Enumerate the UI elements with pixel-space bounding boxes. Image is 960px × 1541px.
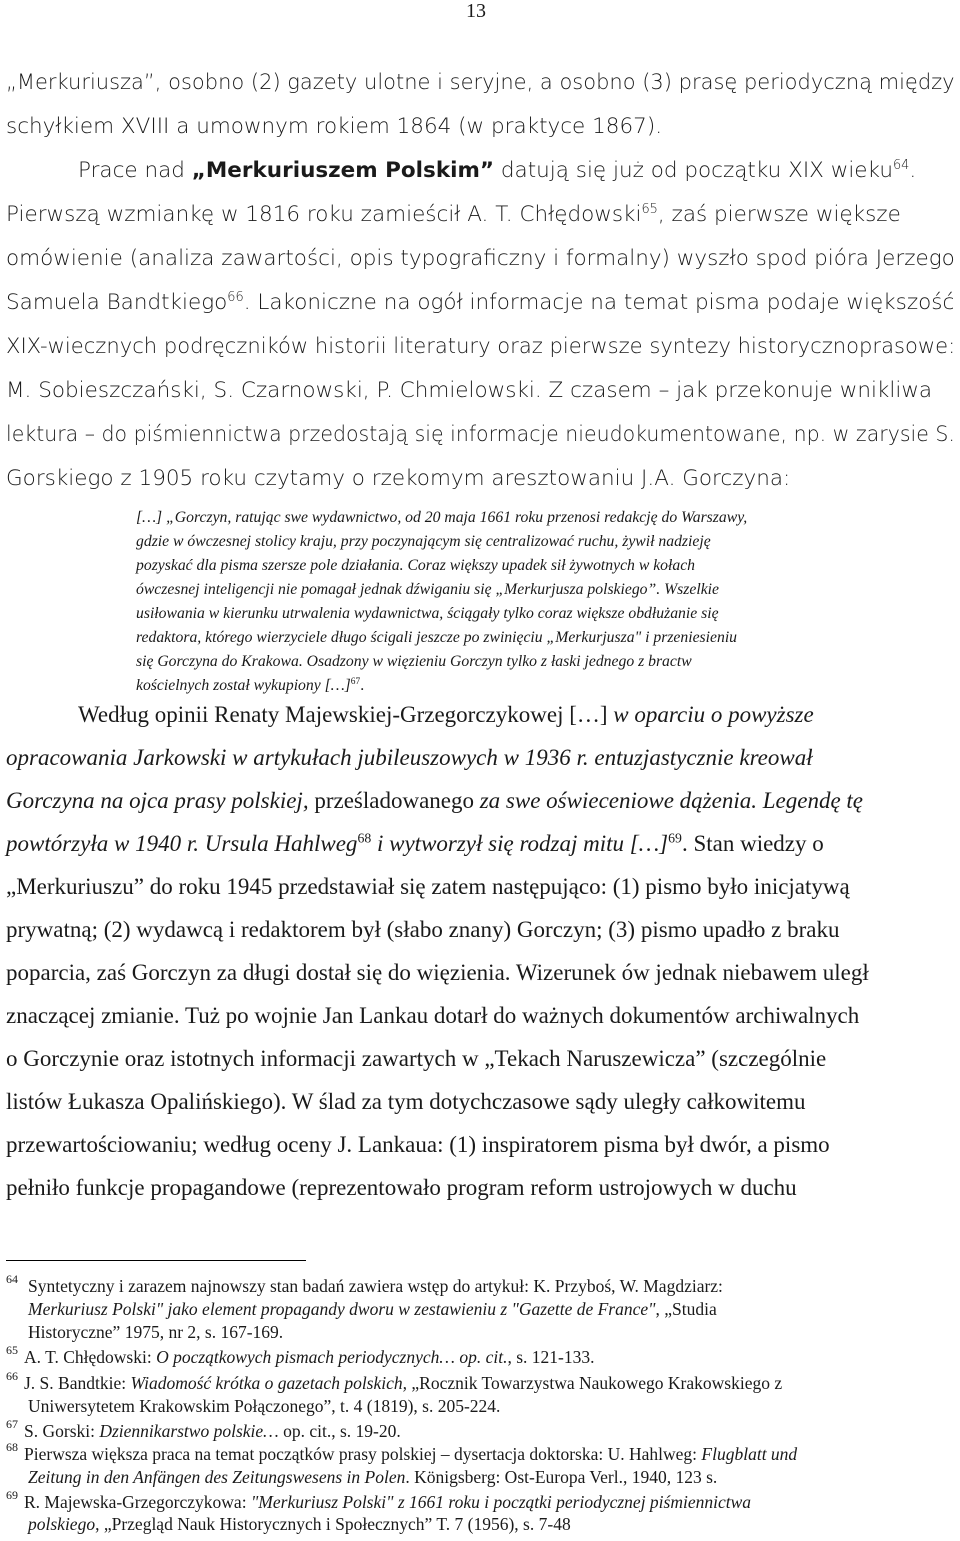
italic-text: O początkowych pismach periodycznych… op. cit.: [156, 1347, 508, 1367]
quote-line: [136, 678, 364, 694]
text: Samuela Bandtkiego: [6, 290, 228, 315]
text: M. Sobieszczański, S. Czarnowski, P. Chmielowski. Z czasem – jak przekonuje wnikliwa: [6, 378, 933, 403]
quote-line: pozyskać dla pisma szersze pole działania. Coraz większy upadek sił żywotnych w kołach: [136, 557, 696, 574]
text: „Merkuriusza”, osobno (2) gazety ulotne i seryjne, a osobno (3) prasę periodyczną między: [6, 70, 955, 95]
italic-text: Gorczyna na ojca prasy polskiej,: [6, 788, 315, 813]
text: Według opinii Renaty Majewskiej-Grzegorczykowej […]: [78, 702, 614, 727]
italic-text: opracowania Jarkowski w artykułach jubileuszowych w 1936 r. entuzjastycznie kreował: [6, 745, 813, 770]
quote-line: ówczesnej inteligencji nie pomagał jednak dźwiganiu się „Merkurjusza polskiego”. Wszelkie: [136, 581, 719, 598]
serif-line: „Merkuriuszu” do roku 1945 przedstawiał się zatem następująco: (1) pismo było inicjatywą: [6, 874, 850, 899]
text: . Lakoniczne na ogół informacje na temat pisma podaje większość: [243, 290, 955, 315]
body-line: [78, 157, 917, 183]
text: lektura – do piśmiennictwa przedostają się informacje nieudokumentowane, np. w zarysie S.: [6, 422, 955, 447]
body-line: [6, 72, 955, 94]
text: J. S. Bandtkie:: [24, 1373, 131, 1393]
italic-text: "Merkuriusz Polski" z 1661 roku i początki periodycznej piśmiennictwa: [250, 1492, 752, 1512]
serif-line: [6, 789, 863, 812]
text: R. Majewska-Grzegorczykowa:: [24, 1492, 251, 1512]
body-line: [6, 289, 955, 315]
italic-text: i wytworzył się rodzaj mitu […]: [371, 831, 669, 856]
body-line: [6, 201, 901, 227]
italic-text: Dziennikarstwo polskie…: [99, 1421, 279, 1441]
text: Gorskiego z 1905 roku czytamy o rzekomym aresztowaniu J.A. Gorczyna:: [6, 466, 791, 491]
text: A. T. Chłędowski:: [24, 1347, 157, 1367]
text: Uniwersytetem Krakowskim Połączonego”, t. 4 (1819), s. 205-224.: [28, 1396, 501, 1416]
body-line: [6, 116, 662, 138]
text: datują się już od początku XIX wieku: [494, 158, 893, 183]
serif-line: listów Łukasza Opalińskiego). W ślad za tym dotychczasowe sądy uległy całkowitemu: [6, 1089, 806, 1114]
footnote-ref: 68: [357, 830, 372, 846]
footnote-number: 66: [6, 1369, 18, 1383]
footnote-line: [24, 1349, 594, 1367]
body-line: [6, 468, 790, 490]
body-line: [6, 380, 932, 402]
footnote-number: 67: [6, 1417, 18, 1431]
quote-line: usiłowania w kierunku utrwalenia wydawnictwa, ściągały tylko coraz większe obdłużanie się: [136, 605, 719, 622]
body-line: [6, 248, 955, 270]
bold-title: „Merkuriuszem Polskim”: [191, 158, 495, 183]
serif-line: znaczącej zmianie. Tuż po wojnie Jan Lankau dotarł do ważnych dokumentów archiwalnych: [6, 1003, 860, 1028]
footnote-separator: [6, 1260, 306, 1261]
footnote-line: [24, 1446, 797, 1464]
text: prześladowanego: [314, 788, 480, 813]
text: , „Studia: [655, 1299, 717, 1319]
footnote-number: 65: [6, 1343, 18, 1357]
footnote-line: [28, 1278, 723, 1296]
italic-text: Flugblatt und: [701, 1444, 798, 1464]
serif-line: przewartościowaniu; według oceny J. Lankaua: (1) inspiratorem pisma był dwór, a pismo: [6, 1132, 830, 1157]
text: schyłkiem XVIII a umownym rokiem 1864 (w praktyce 1867).: [6, 114, 663, 139]
serif-line: o Gorczynie oraz istotnych informacji zawartych w „Tekach Naruszewicza” (szczególnie: [6, 1046, 827, 1071]
footnote-line: [28, 1469, 717, 1487]
footnote-line: [24, 1375, 782, 1393]
italic-text: Wiadomość krótka o gazetach polskich,: [130, 1373, 408, 1393]
serif-line: poparcia, zaś Gorczyn za długi dostał się do więzienia. Wizerunek ów jednak niebawem uległ: [6, 960, 869, 985]
body-line: [6, 424, 955, 446]
text: . Königsberg: Ost-Europa Verl., 1940, 123 s.: [405, 1467, 718, 1487]
text: Pierwsza większa praca na temat początków prasy polskiej – dysertacja doktorska: U. Hahlweg:: [24, 1444, 702, 1464]
text: .: [909, 158, 917, 183]
footnote-ref: 64: [892, 157, 910, 173]
italic-text: Zeitung in den Anfängen des Zeitungswesens in Polen: [28, 1467, 406, 1487]
text: XIX-wiecznych podręczników historii literatury oraz pierwsze syntezy historycznoprasowe:: [6, 334, 956, 359]
italic-text: polskiego: [28, 1514, 96, 1534]
text: Pierwszą wzmiankę w 1816 roku zamieścił A. T. Chłędowski: [6, 202, 642, 227]
footnote-line: [28, 1516, 571, 1534]
text: , s. 121-133.: [507, 1347, 595, 1367]
footnote-line: [24, 1494, 751, 1512]
footnote-ref: 67: [350, 676, 361, 687]
text: „Rocznik Towarzystwa Naukowego Krakowskiego z: [407, 1373, 783, 1393]
footnote-number: 64: [6, 1272, 18, 1286]
footnote-ref: 66: [227, 289, 244, 305]
text: .: [360, 677, 365, 694]
footnote-line: [24, 1423, 401, 1441]
text: , zaś pierwsze większe: [657, 202, 901, 227]
body-line: [6, 336, 955, 358]
italic-text: powtórzyła w 1940 r. Ursula Hahlweg: [6, 831, 358, 856]
footnote-number: 68: [6, 1440, 18, 1454]
text: Historyczne” 1975, nr 2, s. 167-169.: [28, 1322, 284, 1342]
serif-line: [78, 703, 814, 726]
serif-line: [6, 832, 824, 855]
quote-line: się Gorczyna do Krakowa. Osadzony w więzieniu Gorczyn tylko z łaski jednego z bractw: [136, 653, 692, 670]
italic-text: za swe oświeceniowe dążenia. Legendę tę: [479, 788, 863, 813]
text: Prace nad: [78, 158, 192, 183]
italic-text: w oparciu o powyższe: [613, 702, 814, 727]
footnote-ref: 65: [641, 201, 658, 217]
quote-line: gdzie w ówczesnej stolicy kraju, przy poczynającym się centralizować ruchu, żywił nadzieję: [136, 533, 711, 550]
text: . Stan wiedzy o: [681, 831, 824, 856]
quote-line: redaktora, którego wierzyciele długo ścigali jeszcze po zwinięciu „Merkurjusza" i przeniesieniu: [136, 629, 738, 646]
text: omówienie (analiza zawartości, opis typograficzny i formalny) wyszło spod pióra Jerzego: [6, 246, 955, 271]
text: Syntetyczny i zarazem najnowszy stan badań zawiera wstęp do artykuł: K. Przyboś, W. Magdziarz:: [28, 1276, 723, 1296]
footnote-line: [28, 1398, 500, 1416]
serif-line: pełniło funkcje propagandowe (reprezentowało program reform ustrojowych w duchu: [6, 1175, 797, 1200]
italic-text: Merkuriusz Polski" jako element propagandy dworu w zestawieniu z "Gazette de France": [28, 1299, 656, 1319]
page-number: 13: [466, 0, 486, 22]
footnote-line: [28, 1324, 283, 1342]
serif-line: [6, 746, 813, 769]
text: op. cit., s. 19-20.: [278, 1421, 401, 1441]
quote-line: […] „Gorczyn, ratując swe wydawnictwo, od 20 maja 1661 roku przenosi redakcję do Warszawy,: [136, 509, 748, 526]
text: , „Przegląd Nauk Historycznych i Społecznych” T. 7 (1956), s. 7-48: [95, 1514, 571, 1534]
footnote-line: [28, 1301, 717, 1319]
text: kościelnych został wykupiony […]: [136, 677, 351, 694]
footnote-ref: 69: [668, 830, 682, 846]
serif-line: prywatną; (2) wydawcą i redaktorem był (słabo znany) Gorczyn; (3) pismo upadło z braku: [6, 917, 840, 942]
footnote-number: 69: [6, 1488, 18, 1502]
text: S. Gorski:: [24, 1421, 100, 1441]
